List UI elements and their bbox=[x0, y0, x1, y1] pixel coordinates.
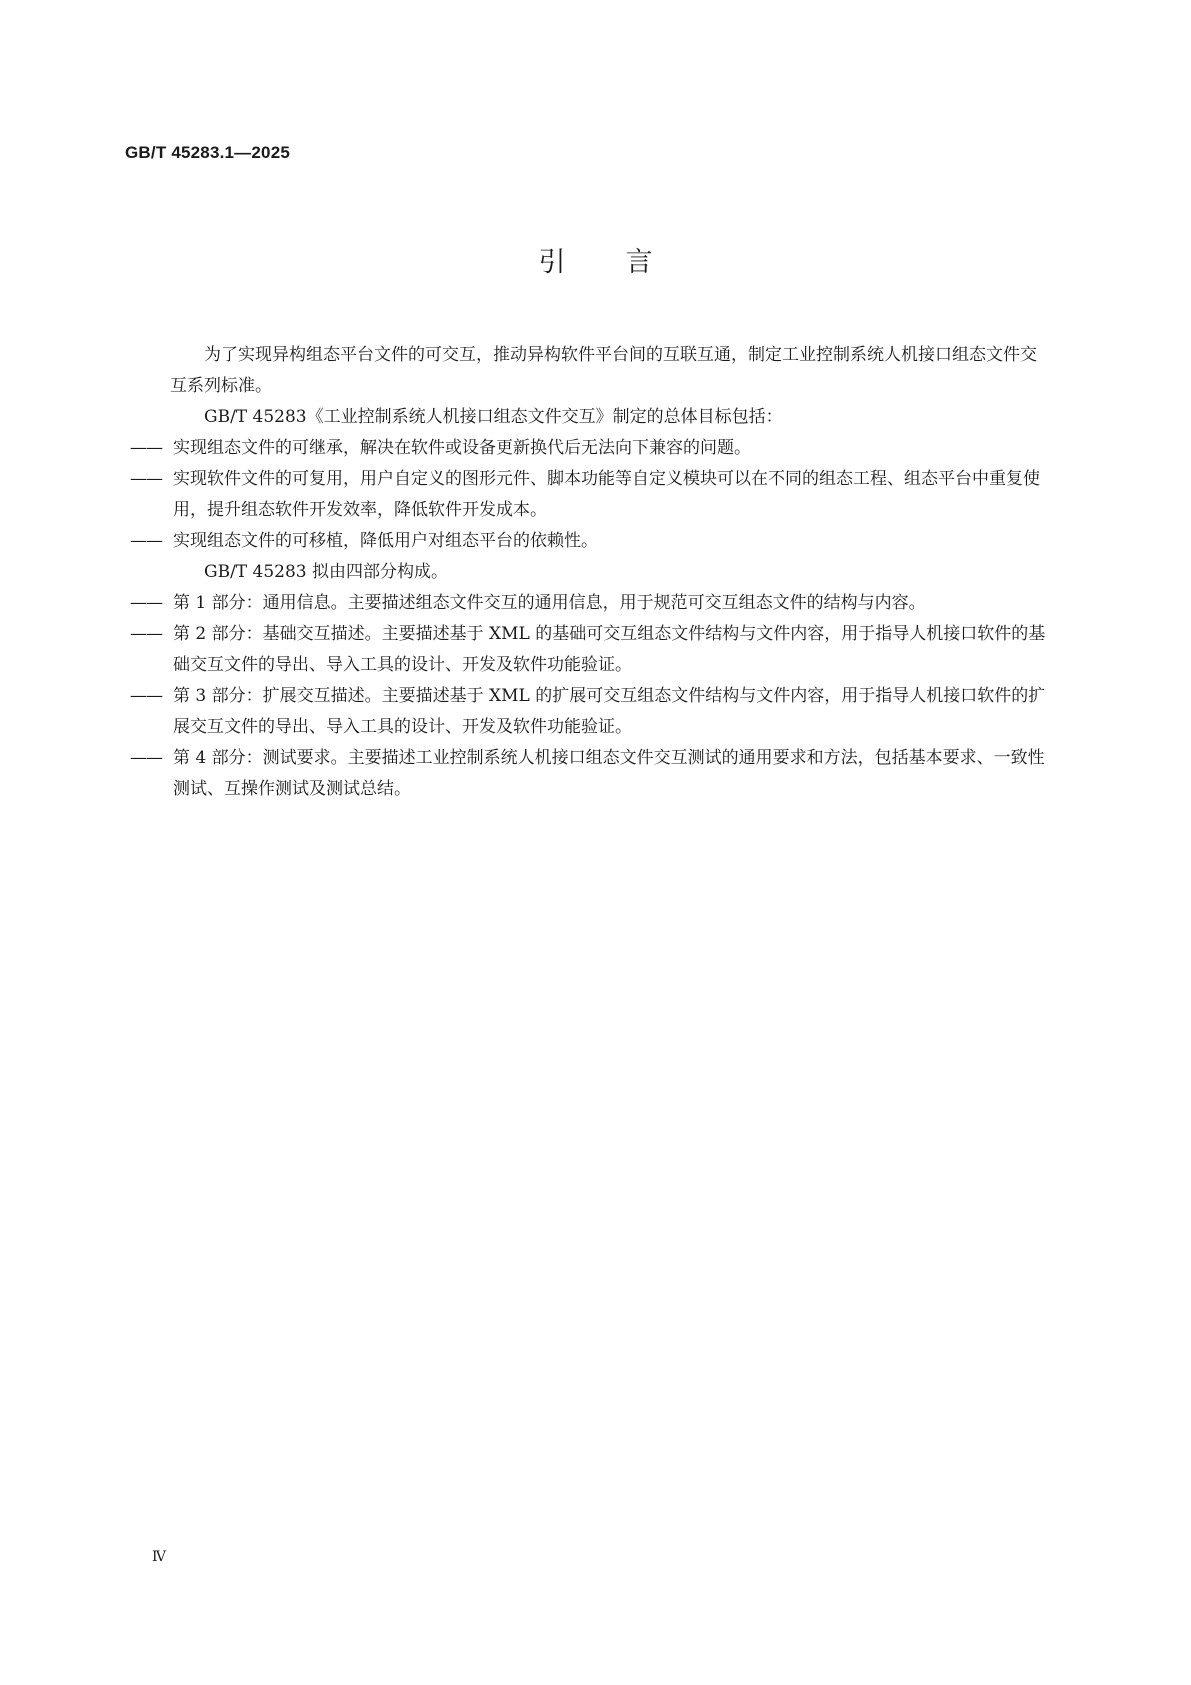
list-item-text: 第 3 部分：扩展交互描述。主要描述基于 XML 的扩展可交互组态文件结构与文件内容，用于指导人机接口软件的扩展交互文件的导出、导入工具的设计、开发及软件功能验证。 bbox=[173, 686, 1046, 737]
list-item-text: 实现组态文件的可继承，解决在软件或设备更新换代后无法向下兼容的问题。 bbox=[173, 438, 751, 458]
dash-marker: —— bbox=[130, 469, 162, 489]
list-item bbox=[130, 464, 1050, 526]
list-item bbox=[130, 588, 1050, 619]
parts-intro-paragraph: GB/T 45283 拟由四部分构成。 bbox=[204, 562, 449, 582]
introduction-body bbox=[130, 340, 1050, 805]
intro-paragraph: 为了实现异构组态平台文件的可交互，推动异构软件平台间的互联互通，制定工业控制系统人机接口组态文件交互系列标准。 bbox=[170, 345, 1037, 396]
dash-marker: —— bbox=[130, 531, 162, 551]
list-item-text: 实现组态文件的可移植，降低用户对组态平台的依赖性。 bbox=[173, 531, 598, 551]
title-char-right: 言 bbox=[625, 247, 653, 278]
page-title bbox=[0, 246, 1191, 280]
dash-marker: —— bbox=[130, 748, 162, 768]
list-item bbox=[130, 743, 1050, 805]
list-item-text: 第 2 部分：基础交互描述。主要描述基于 XML 的基础可交互组态文件结构与文件内容，用于指导人机接口软件的基础交互文件的导出、导入工具的设计、开发及软件功能验证。 bbox=[173, 624, 1046, 675]
dash-marker: —— bbox=[130, 624, 162, 644]
dash-marker: —— bbox=[130, 593, 162, 613]
list-item bbox=[130, 433, 1050, 464]
list-item bbox=[130, 619, 1050, 681]
list-item bbox=[130, 681, 1050, 743]
dash-marker: —— bbox=[130, 438, 162, 458]
list-item-text: 第 1 部分：通用信息。主要描述组态文件交互的通用信息，用于规范可交互组态文件的结构与内容。 bbox=[173, 593, 926, 613]
title-char-left: 引 bbox=[538, 247, 566, 278]
list-item bbox=[130, 526, 1050, 557]
dash-marker: —— bbox=[130, 686, 162, 706]
list-item-text: 第 4 部分：测试要求。主要描述工业控制系统人机接口组态文件交互测试的通用要求和方法，包括基本要求、一致性测试、互操作测试及测试总结。 bbox=[173, 748, 1045, 799]
page-number: Ⅳ bbox=[152, 1549, 166, 1565]
document-id: GB/T 45283.1—2025 bbox=[125, 143, 290, 162]
list-item-text: 实现软件文件的可复用，用户自定义的图形元件、脚本功能等自定义模块可以在不同的组态工程、组态平台中重复使用，提升组态软件开发效率，降低软件开发成本。 bbox=[173, 469, 1040, 520]
goals-intro-paragraph: GB/T 45283《工业控制系统人机接口组态文件交互》制定的总体目标包括： bbox=[204, 407, 783, 427]
